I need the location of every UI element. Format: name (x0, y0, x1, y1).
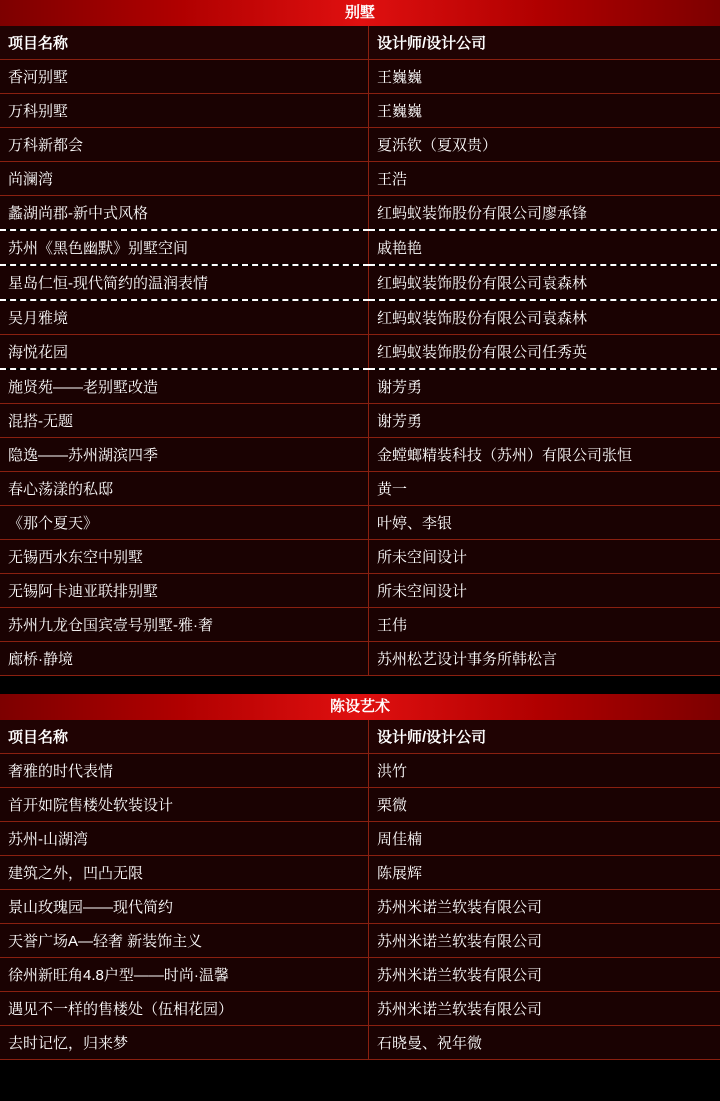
designer-name: 红蚂蚁装饰股份有限公司袁森林 (369, 265, 720, 300)
table-row (0, 472, 720, 506)
table-row (0, 335, 720, 370)
project-name: 苏州九龙仓国宾壹号别墅-雅·奢 (0, 608, 369, 642)
section-divider (0, 676, 720, 694)
table-row (0, 890, 720, 924)
designer-name: 夏泺钦（夏双贵） (369, 128, 720, 162)
project-name: 万科别墅 (0, 94, 369, 128)
designer-name: 周佳楠 (369, 822, 720, 856)
designer-name: 谢芳勇 (369, 404, 720, 438)
designer-name: 陈展辉 (369, 856, 720, 890)
table-row (0, 754, 720, 788)
project-name: 建筑之外，凹凸无限 (0, 856, 369, 890)
designer-name: 金螳螂精装科技（苏州）有限公司张恒 (369, 438, 720, 472)
project-name: 香河别墅 (0, 60, 369, 94)
designer-name: 栗微 (369, 788, 720, 822)
project-name: 景山玫瑰园——现代简约 (0, 890, 369, 924)
project-name: 无锡阿卡迪亚联排别墅 (0, 574, 369, 608)
project-name: 首开如院售楼处软装设计 (0, 788, 369, 822)
table-row (0, 574, 720, 608)
table-row (0, 540, 720, 574)
project-name: 苏州《黑色幽默》别墅空间 (0, 230, 369, 265)
page-bottom-spacer (0, 1060, 720, 1080)
column-header-designer: 设计师/设计公司 (369, 720, 720, 754)
project-name: 徐州新旺角4.8户型——时尚·温馨 (0, 958, 369, 992)
column-header-designer: 设计师/设计公司 (369, 26, 720, 60)
project-name: 尚澜湾 (0, 162, 369, 196)
project-name: 《那个夏天》 (0, 506, 369, 540)
designer-name: 石晓曼、祝年微 (369, 1026, 720, 1060)
project-name: 海悦花园 (0, 335, 369, 370)
designer-name: 苏州米诺兰软装有限公司 (369, 958, 720, 992)
designer-name: 洪竹 (369, 754, 720, 788)
designer-name: 苏州米诺兰软装有限公司 (369, 924, 720, 958)
designer-name: 红蚂蚁装饰股份有限公司任秀英 (369, 335, 720, 370)
project-name: 万科新都会 (0, 128, 369, 162)
designer-name: 黄一 (369, 472, 720, 506)
designer-name: 红蚂蚁装饰股份有限公司廖承锋 (369, 196, 720, 231)
section-title-villa: 别墅 (0, 0, 720, 26)
table-row (0, 642, 720, 676)
table-row (0, 958, 720, 992)
table-row (0, 369, 720, 404)
project-name: 隐逸——苏州湖滨四季 (0, 438, 369, 472)
table-row (0, 856, 720, 890)
table-row (0, 162, 720, 196)
table-row (0, 608, 720, 642)
designer-name: 苏州米诺兰软装有限公司 (369, 992, 720, 1026)
designer-name: 王浩 (369, 162, 720, 196)
project-name: 星岛仁恒-现代简约的温润表情 (0, 265, 369, 300)
designer-name: 戚艳艳 (369, 230, 720, 265)
project-name: 遇见不一样的售楼处（伍相花园） (0, 992, 369, 1026)
project-name: 去时记忆，归来梦 (0, 1026, 369, 1060)
table-row (0, 60, 720, 94)
project-name: 混搭-无题 (0, 404, 369, 438)
designer-name: 苏州松艺设计事务所韩松言 (369, 642, 720, 676)
furnishing-art-table (0, 720, 720, 1060)
designer-name: 王伟 (369, 608, 720, 642)
table-row (0, 506, 720, 540)
table-row (0, 404, 720, 438)
table-row (0, 992, 720, 1026)
project-name: 天誉广场A—轻奢 新装饰主义 (0, 924, 369, 958)
table-row (0, 300, 720, 335)
table-row (0, 265, 720, 300)
table-row (0, 822, 720, 856)
project-name: 施贤苑——老别墅改造 (0, 369, 369, 404)
table-row (0, 128, 720, 162)
column-header-project-name: 项目名称 (0, 720, 369, 754)
project-name: 春心荡漾的私邸 (0, 472, 369, 506)
project-name: 奢雅的时代表情 (0, 754, 369, 788)
section-title-furnishing-art: 陈设艺术 (0, 694, 720, 720)
project-name: 吴月雅境 (0, 300, 369, 335)
designer-name: 苏州米诺兰软装有限公司 (369, 890, 720, 924)
table-header-row (0, 26, 720, 60)
project-name: 蠡湖尚郡-新中式风格 (0, 196, 369, 231)
table-row (0, 94, 720, 128)
designer-name: 所未空间设计 (369, 540, 720, 574)
table-row (0, 196, 720, 231)
section-furnishing-art (0, 694, 720, 1060)
project-name: 苏州-山湖湾 (0, 822, 369, 856)
column-header-project-name: 项目名称 (0, 26, 369, 60)
table-header-row (0, 720, 720, 754)
table-row (0, 438, 720, 472)
project-name: 无锡西水东空中别墅 (0, 540, 369, 574)
villa-table (0, 26, 720, 676)
designer-name: 王巍巍 (369, 94, 720, 128)
designer-name: 王巍巍 (369, 60, 720, 94)
project-name: 廊桥·静境 (0, 642, 369, 676)
table-row (0, 924, 720, 958)
designer-name: 所未空间设计 (369, 574, 720, 608)
table-row (0, 788, 720, 822)
table-row (0, 1026, 720, 1060)
table-row (0, 230, 720, 265)
designer-name: 谢芳勇 (369, 369, 720, 404)
designer-name: 红蚂蚁装饰股份有限公司袁森林 (369, 300, 720, 335)
designer-name: 叶婷、李银 (369, 506, 720, 540)
